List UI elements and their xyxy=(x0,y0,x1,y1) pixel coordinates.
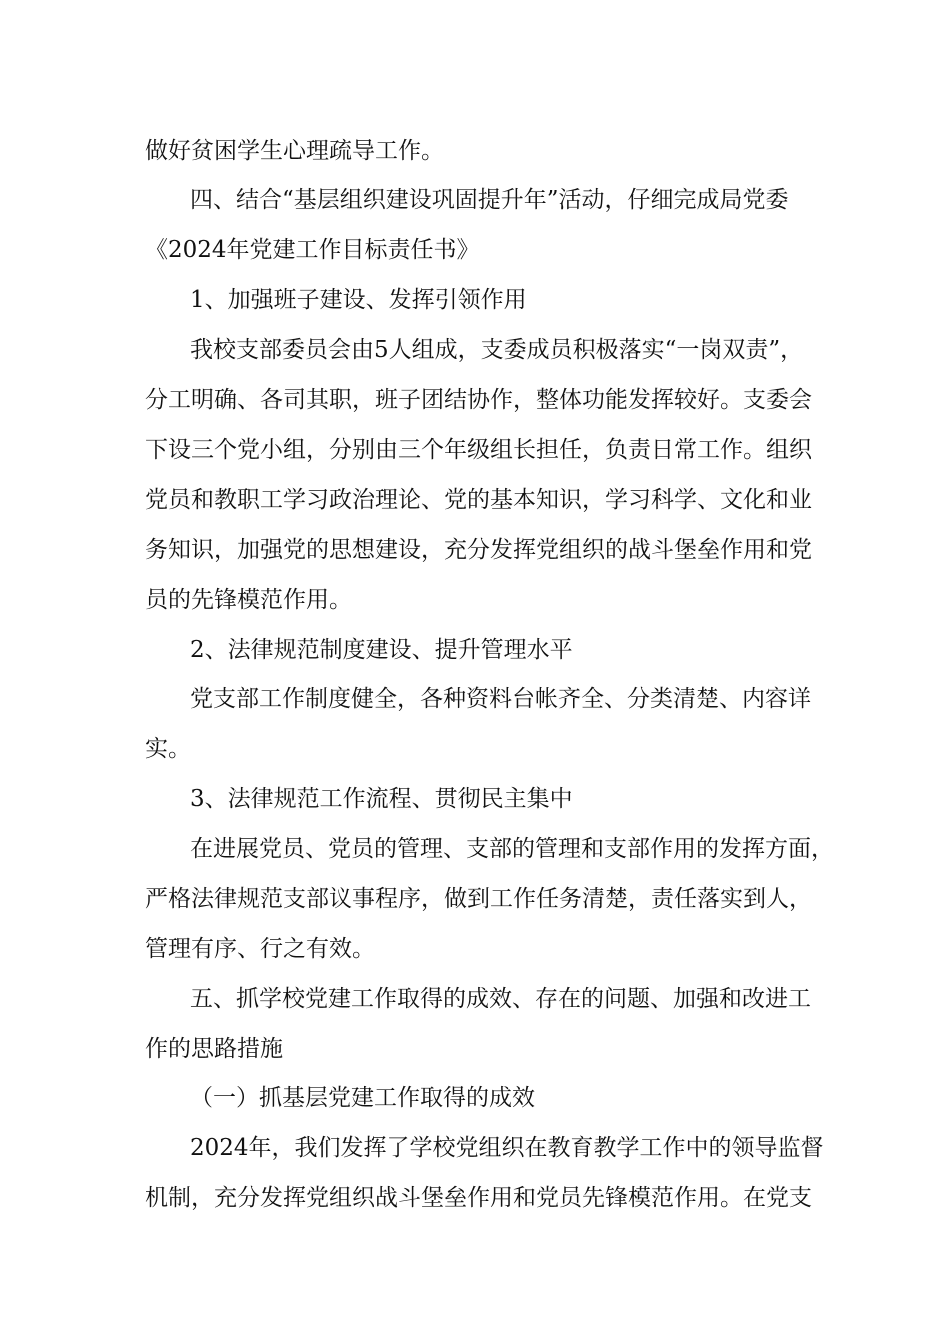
text-line-12: 党支部工作制度健全，各种资料台帐齐全、分类清楚、内容详 xyxy=(190,686,811,712)
text-line-5: 我校支部委员会由5人组成，支委成员积极落实“一岗双责”， xyxy=(190,337,804,363)
text-line-15: 在进展党员、党员的管理、支部的管理和支部作用的发挥方面， xyxy=(190,836,834,862)
text-line-16: 严格法律规范支部议事程序，做到工作任务清楚，责任落实到人， xyxy=(145,886,812,912)
text-line-18: 五、抓学校党建工作取得的成效、存在的问题、加强和改进工 xyxy=(190,986,811,1012)
text-line-17: 管理有序、行之有效。 xyxy=(145,936,375,962)
text-line-4: 1、加强班子建设、发挥引领作用 xyxy=(190,287,527,313)
text-line-11: 2、法律规范制度建设、提升管理水平 xyxy=(190,637,573,663)
text-line-22: 机制，充分发挥党组织战斗堡垒作用和党员先锋模范作用。在党支 xyxy=(145,1185,812,1211)
text-line-6: 分工明确、各司其职，班子团结协作，整体功能发挥较好。支委会 xyxy=(145,387,812,413)
text-line-19: 作的思路措施 xyxy=(145,1036,283,1062)
text-line-7: 下设三个党小组，分别由三个年级组长担任，负责日常工作。组织 xyxy=(145,437,812,463)
text-line-13: 实。 xyxy=(145,736,191,762)
text-line-8: 党员和教职工学习政治理论、党的基本知识，学习科学、文化和业 xyxy=(145,487,812,513)
text-line-10: 员的先锋模范作用。 xyxy=(145,587,352,613)
text-line-20: （一）抓基层党建工作取得的成效 xyxy=(190,1085,535,1111)
text-line-21: 2024年，我们发挥了学校党组织在教育教学工作中的领导监督 xyxy=(190,1135,824,1161)
text-line-2: 四、结合“基层组织建设巩固提升年”活动，仔细完成局党委 xyxy=(190,187,789,213)
text-line-9: 务知识，加强党的思想建设，充分发挥党组织的战斗堡垒作用和党 xyxy=(145,537,812,563)
text-line-3: 《2024年党建工作目标责任书》 xyxy=(145,237,480,263)
text-line-1: 做好贫困学生心理疏导工作。 xyxy=(145,138,444,164)
text-line-14: 3、法律规范工作流程、贯彻民主集中 xyxy=(190,786,573,812)
